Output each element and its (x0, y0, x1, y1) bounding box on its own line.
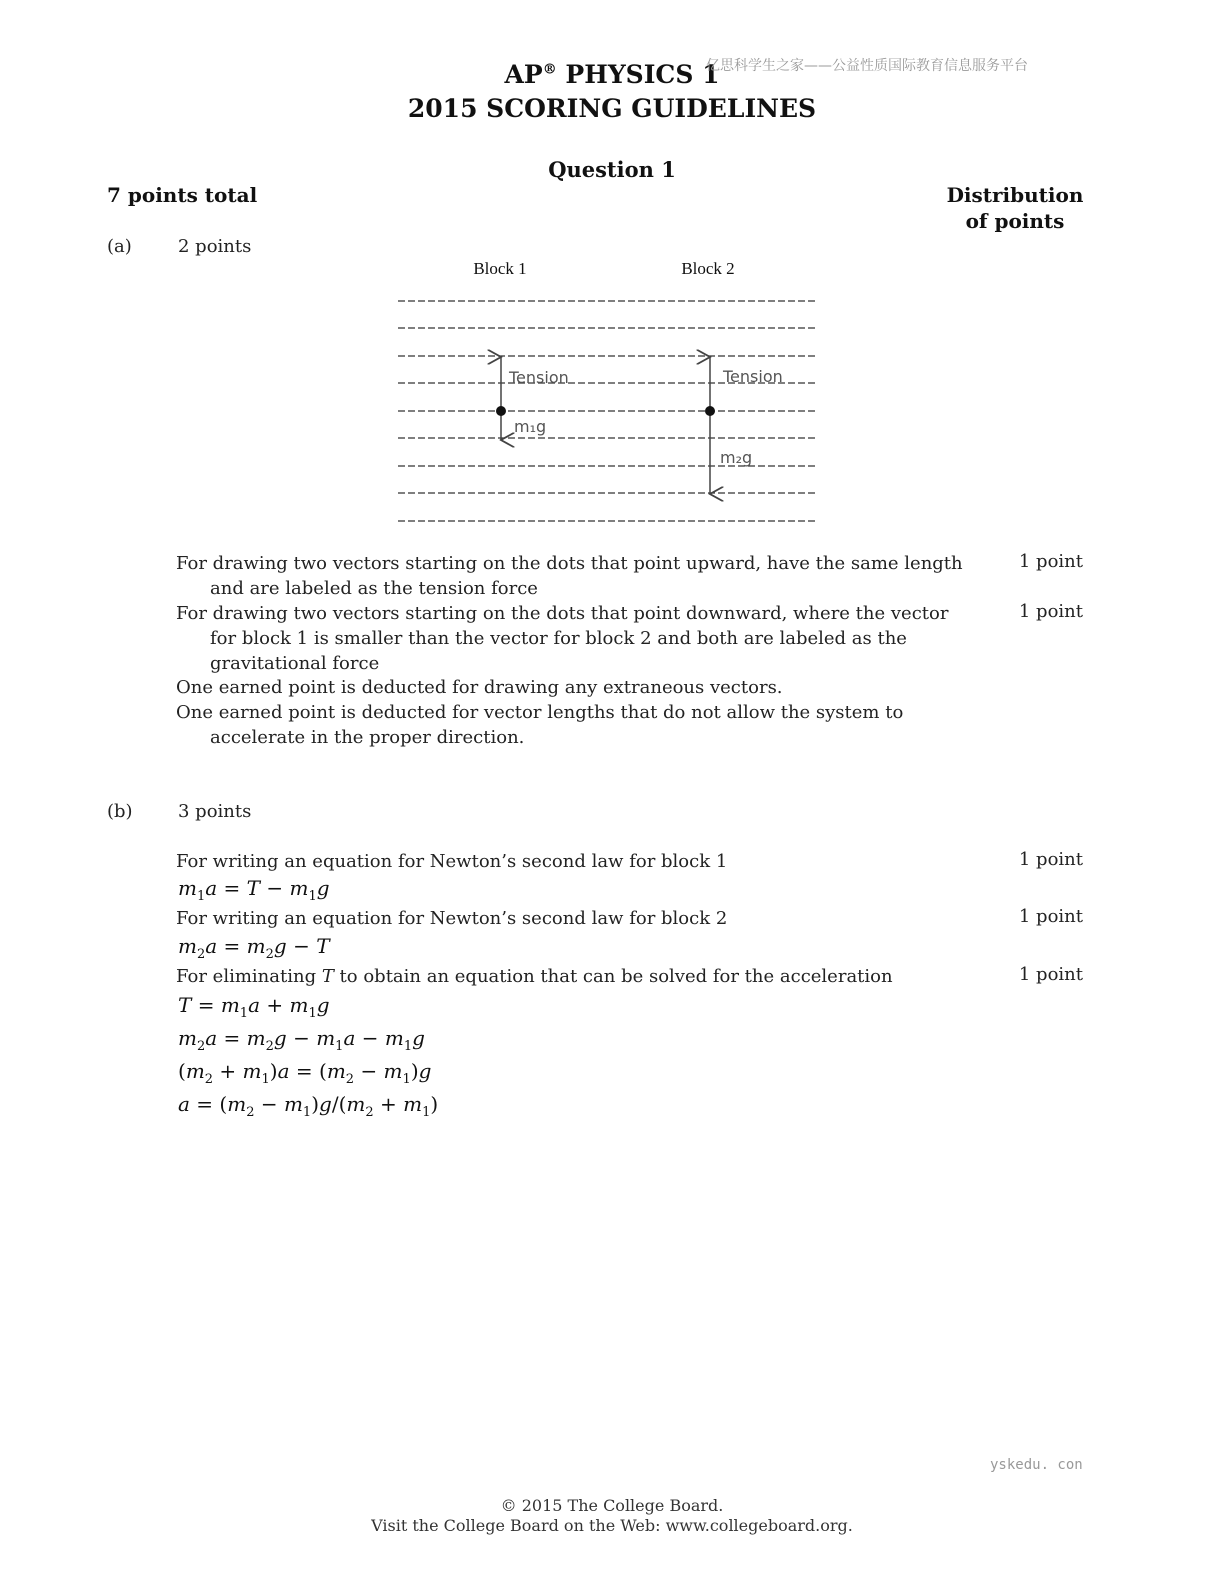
watermark-text: 亿思科学生之家——公益性质国际教育信息服务平台 (706, 58, 1028, 74)
footer-visit-link[interactable]: Visit the College Board on the Web: www.collegeboard.org. (371, 1516, 853, 1535)
distribution-heading-line1: Distribution (946, 183, 1084, 207)
part-b-points: 3 points (178, 801, 252, 822)
part-a-criterion-1-points: 1 point (1018, 551, 1083, 572)
points-total: 7 points total (107, 183, 258, 207)
part-b-criterion-2-points: 1 point (1018, 906, 1083, 927)
block2-weight-label: m₂g (720, 448, 753, 467)
document-title: AP® PHYSICS 1 (504, 60, 720, 89)
part-a-criterion-1: For drawing two vectors starting on the dots that point upward, have the same length and are labeled as the tension force (176, 553, 963, 599)
part-b-criterion-3-points: 1 point (1018, 964, 1083, 985)
equation-block1: $m_1a = T - m_1g$ (178, 876, 330, 904)
site-mark: yskedu. con (990, 1457, 1083, 1473)
document-subtitle: 2015 SCORING GUIDELINES (407, 94, 817, 123)
part-a-deduction-1: One earned point is deducted for drawing any extraneous vectors. (176, 677, 783, 698)
block2-tension-label: Tension (723, 367, 783, 386)
part-a-criterion-2: For drawing two vectors starting on the dots that point downward, where the vector for block 1 is smaller than the vector for block 2 and both are labeled as the gravitational force (176, 603, 949, 674)
part-b-criterion-3: For eliminating T to obtain an equation that can be solved for the acceleration (176, 966, 893, 987)
question-title: Question 1 (548, 157, 676, 182)
part-a-label: (a) (107, 236, 132, 257)
block1-dot (496, 406, 506, 416)
block1-tension-label: Tension (509, 368, 569, 387)
part-b-criterion-1: For writing an equation for Newton’s second law for block 1 (176, 851, 728, 872)
block1-weight-label: m₁g (514, 417, 547, 436)
block2-dot (705, 406, 715, 416)
part-b-criterion-2: For writing an equation for Newton’s second law for block 2 (176, 908, 728, 929)
block2-label: Block 2 (681, 259, 735, 278)
equation-block2: $m_2a = m_2g - T$ (178, 934, 330, 962)
dashed-grid (398, 301, 815, 521)
equation-substitution: $m_2a = m_2g - m_1a - m_1g$ (178, 1026, 425, 1054)
part-b-criterion-1-points: 1 point (1018, 849, 1083, 870)
equation-tension: $T = m_1a + m_1g$ (178, 993, 330, 1021)
part-b-label: (b) (107, 801, 133, 822)
distribution-heading-line2: of points (965, 209, 1065, 233)
equation-grouped: $(m_2 + m_1)a = (m_2 - m_1)g$ (178, 1059, 432, 1087)
equation-acceleration: $a = (m_2 - m_1)g/(m_2 + m_1)$ (178, 1092, 439, 1120)
footer-copyright: © 2015 The College Board. (500, 1496, 724, 1515)
part-a-points: 2 points (178, 236, 252, 257)
part-a-deduction-2: One earned point is deducted for vector lengths that do not allow the system to accelerate in the proper direction. (176, 702, 904, 748)
free-body-diagram (390, 250, 830, 540)
block1-label: Block 1 (473, 259, 527, 278)
part-a-criterion-2-points: 1 point (1018, 601, 1083, 622)
